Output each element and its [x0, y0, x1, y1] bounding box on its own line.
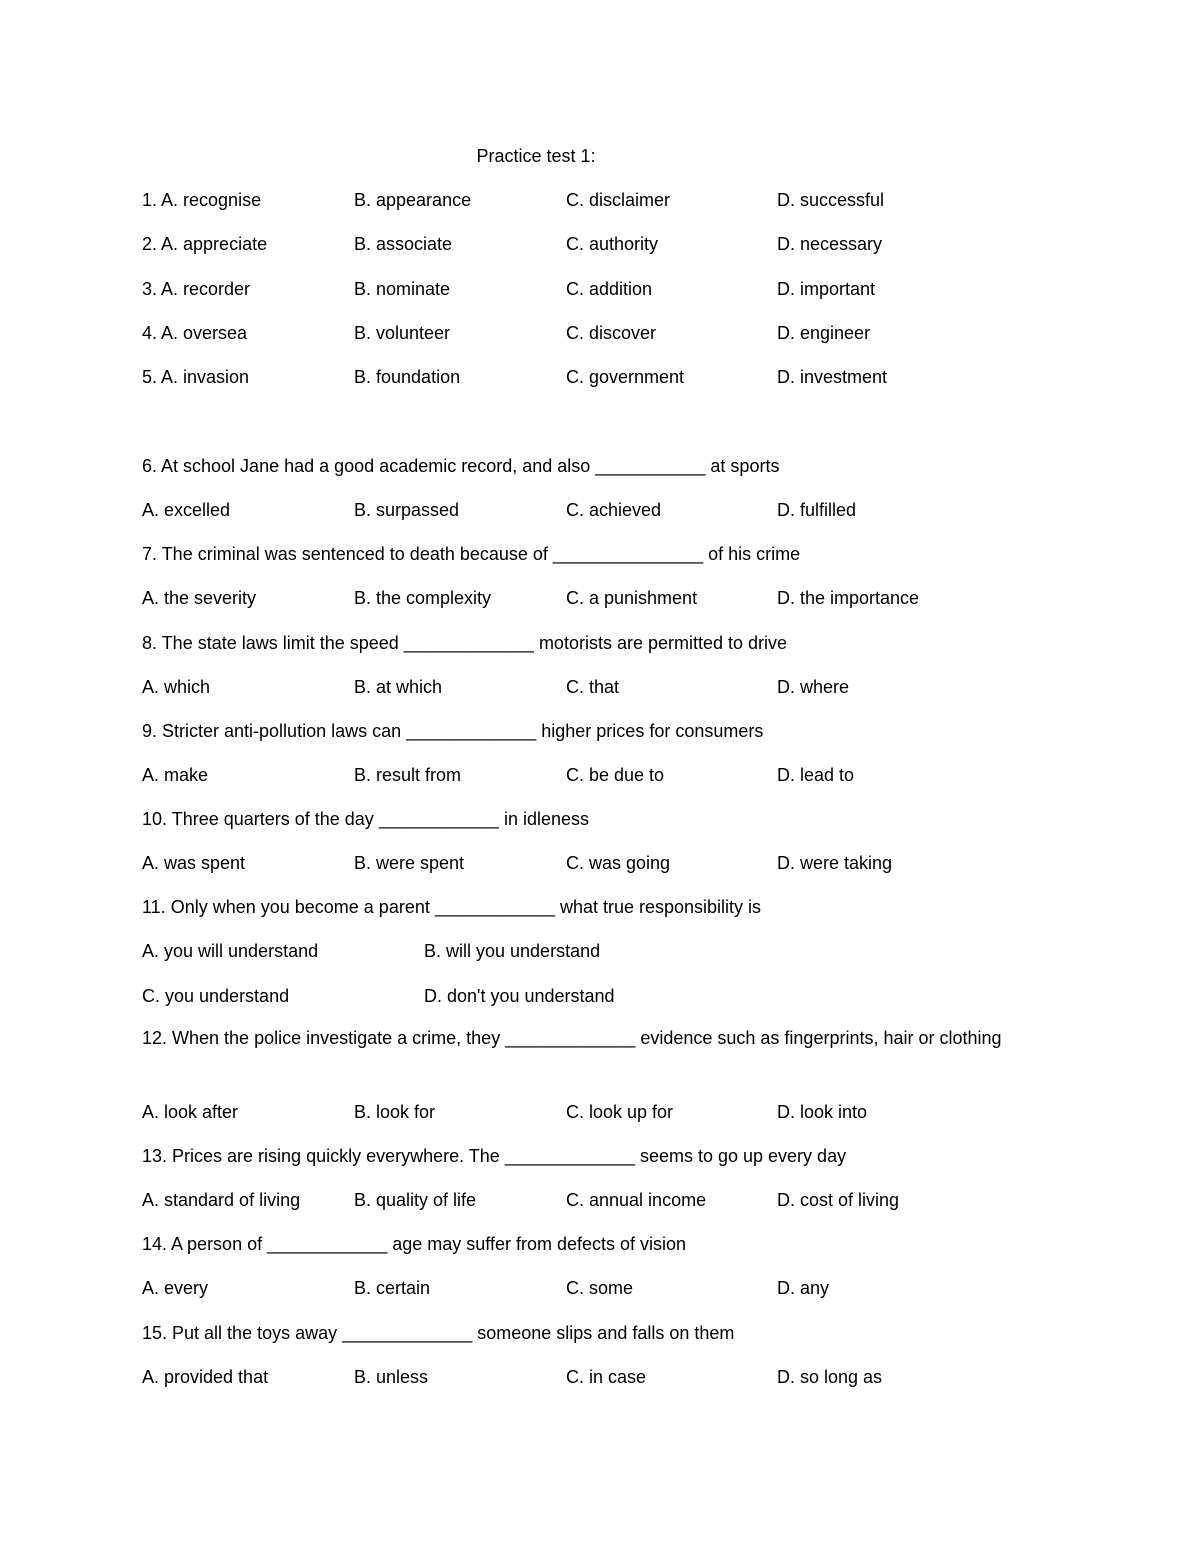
q2-option-d: D. necessary	[777, 234, 883, 254]
q15-option-c: C. in case	[566, 1367, 647, 1387]
q1-option-b: B. appearance	[354, 190, 472, 210]
q9-question: 9. Stricter anti-pollution laws can _____________ higher prices for consumers	[142, 721, 764, 741]
q3-option-b: B. nominate	[354, 279, 451, 299]
q6-option-c: C. achieved	[566, 500, 662, 520]
q10-option-c: C. was going	[566, 853, 671, 873]
q8-option-a: A. which	[142, 677, 211, 697]
q11-option-d: D. don't you understand	[424, 986, 615, 1006]
q9-option-b: B. result from	[354, 765, 462, 785]
q14-option-d: D. any	[777, 1278, 830, 1298]
q8-option-d: D. where	[777, 677, 850, 697]
q2-option-c: C. authority	[566, 234, 659, 254]
q7-question: 7. The criminal was sentenced to death because of _______________ of his crime	[142, 544, 801, 564]
q12-option-d: D. look into	[777, 1102, 868, 1122]
q11-option-c: C. you understand	[142, 986, 290, 1006]
q4-option-b: B. volunteer	[354, 323, 451, 343]
q12-option-a: A. look after	[142, 1102, 239, 1122]
q9-option-a: A. make	[142, 765, 209, 785]
q4-option-c: C. discover	[566, 323, 657, 343]
q12-question: 12. When the police investigate a crime, they _____________ evidence such as fingerprints, hair or clothing	[142, 1028, 1002, 1048]
q14-option-a: A. every	[142, 1278, 209, 1298]
q10-option-a: A. was spent	[142, 853, 246, 873]
q7-option-a: A. the severity	[142, 588, 257, 608]
q11-question: 11. Only when you become a parent ____________ what true responsibility is	[142, 897, 762, 917]
q15-question: 15. Put all the toys away _____________ someone slips and falls on them	[142, 1323, 735, 1343]
q8-question: 8. The state laws limit the speed _____________ motorists are permitted to drive	[142, 633, 788, 653]
q3-option-d: D. important	[777, 279, 876, 299]
q13-option-a: A. standard of living	[142, 1190, 301, 1210]
q6-option-d: D. fulfilled	[777, 500, 857, 520]
q11-option-b: B. will you understand	[424, 941, 601, 961]
q5-option-b: B. foundation	[354, 367, 461, 387]
q14-question: 14. A person of ____________ age may suffer from defects of vision	[142, 1234, 687, 1254]
q3-option-a: 3. A. recorder	[142, 279, 251, 299]
q2-option-b: B. associate	[354, 234, 453, 254]
q7-option-c: C. a punishment	[566, 588, 698, 608]
q7-option-b: B. the complexity	[354, 588, 492, 608]
q13-option-c: C. annual income	[566, 1190, 707, 1210]
q9-option-d: D. lead to	[777, 765, 855, 785]
q6-option-b: B. surpassed	[354, 500, 460, 520]
q14-option-c: C. some	[566, 1278, 634, 1298]
q10-option-b: B. were spent	[354, 853, 465, 873]
q13-question: 13. Prices are rising quickly everywhere. The _____________ seems to go up every day	[142, 1146, 847, 1166]
q11-option-a: A. you will understand	[142, 941, 319, 961]
q5-option-c: C. government	[566, 367, 685, 387]
q15-option-d: D. so long as	[777, 1367, 883, 1387]
q2-option-a: 2. A. appreciate	[142, 234, 268, 254]
q13-option-b: B. quality of life	[354, 1190, 477, 1210]
q8-option-c: C. that	[566, 677, 620, 697]
q12-option-b: B. look for	[354, 1102, 436, 1122]
q5-option-a: 5. A. invasion	[142, 367, 250, 387]
q15-option-b: B. unless	[354, 1367, 429, 1387]
q1-option-d: D. successful	[777, 190, 885, 210]
q10-question: 10. Three quarters of the day ____________ in idleness	[142, 809, 589, 829]
q3-option-c: C. addition	[566, 279, 653, 299]
q6-question: 6. At school Jane had a good academic record, and also ___________ at sports	[142, 456, 780, 476]
q4-option-d: D. engineer	[777, 323, 871, 343]
q13-option-d: D. cost of living	[777, 1190, 900, 1210]
q14-option-b: B. certain	[354, 1278, 431, 1298]
q6-option-a: A. excelled	[142, 500, 231, 520]
q12-option-c: C. look up for	[566, 1102, 674, 1122]
q15-option-a: A. provided that	[142, 1367, 269, 1387]
q8-option-b: B. at which	[354, 677, 443, 697]
q9-option-c: C. be due to	[566, 765, 665, 785]
q1-option-c: C. disclaimer	[566, 190, 671, 210]
q7-option-d: D. the importance	[777, 588, 920, 608]
q10-option-d: D. were taking	[777, 853, 893, 873]
q5-option-d: D. investment	[777, 367, 888, 387]
page-title: Practice test 1:	[476, 146, 596, 166]
q4-option-a: 4. A. oversea	[142, 323, 248, 343]
q1-option-a: 1. A. recognise	[142, 190, 262, 210]
